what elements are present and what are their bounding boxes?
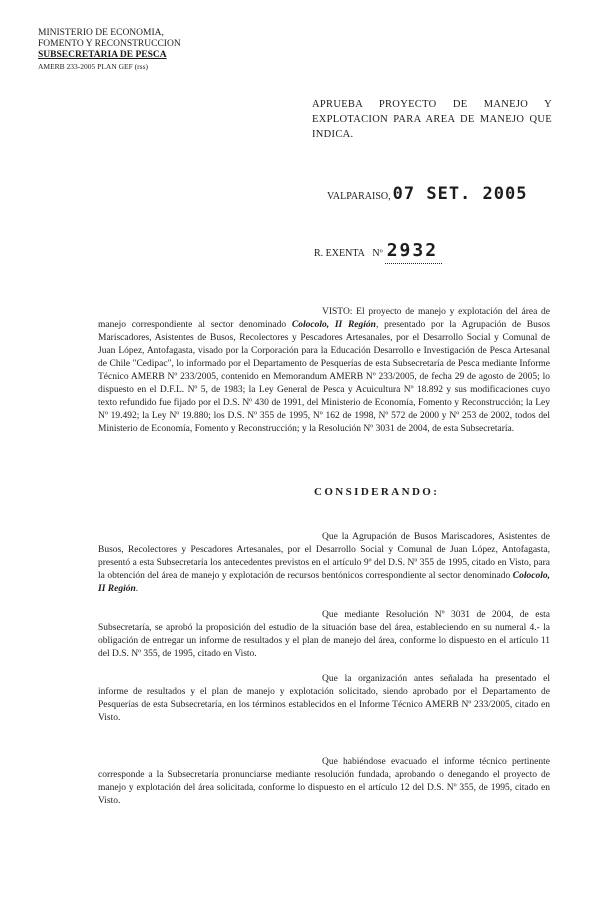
c1-text-end: . <box>135 584 139 594</box>
date-stamp: 07 SET. 2005 <box>392 184 528 204</box>
letterhead-ministry: MINISTERIO DE ECONOMIA, <box>38 28 164 38</box>
date-line <box>327 184 527 204</box>
considerando-4: Que habiéndose evacuado el informe técnico pertinente corresponde a la Subsecretaría pronunciarse mediante resolución fundada, aprobando o denegando el proyecto de manejo y explotación del área solicitada, conforme lo dispuesto en el artículo 12 del D.S. Nº 355, de 1995, citado en Visto. <box>98 757 550 806</box>
considerando-heading: CONSIDERANDO: <box>314 486 440 498</box>
document-subject: APRUEBA PROYECTO DE MANEJO Y EXPLOTACION PARA AREA DE MANEJO QUE INDICA. <box>312 99 552 140</box>
visto-paragraph <box>98 306 550 436</box>
c1-text: Que la Agrupación de Busos Mariscadores, Asistentes de Busos, Recolectores y Pescadores Artesanales, por el Desarrollo Social y Comunal de Juan López, Antofagasta, presentó a esta Subsecretaría los antecedentes previstos en el artículo 9º del D.S. Nº 355 de 1995, citado en Visto, para la obtención del área de manejo y explotación de recursos bentónicos correspondiente al sector denominado <box>98 532 550 581</box>
letterhead <box>38 28 213 72</box>
letterhead-subsecretaria: SUBSECRETARIA DE PESCA <box>38 50 167 60</box>
visto-text-cont: , presentado por la Agrupación de Busos Mariscadores, Asistentes de Busos, Recolectores y Pescadores Artesanales, por el Desarrollo Social y Comunal de Juan López, Antofagasta, visado por la Corporación para la Educación Desarrollo e Investigación de Pesca Artesanal de Chile "Cedipac", lo informado por el Departamento de Pesquerías de esta Subsecretaría de Pesca mediante Informe Técnico AMERB Nº 233/2005, contenido en Memorandum AMERB Nº 233/2005, de fecha 29 de agosto de 2005; lo dispuesto en el D.F.L. Nº 5, de 1983; la Ley General de Pesca y Acuicultura Nº 18.892 y sus modificaciones cuyo texto refundido fue fijado por el D.S. Nº 430 de 1991, del Ministerio de Economía, Fomento y Reconstrucción; la Ley Nº 19.492; la Ley Nº 19.880; los D.S. Nº 355 de 1995, Nº 162 de 1998, Nº 572 de 2000 y Nº 253 de 2002, todos del Ministerio de Economía, Fomento y Reconstrucción; y la Resolución Nº 3031 de 2004, de esta Subsecretaría. <box>98 320 550 434</box>
considerando-1 <box>98 531 550 596</box>
c1-sector: Colocolo, II Región <box>98 571 550 594</box>
resolution-number-label: Nº <box>372 248 383 259</box>
date-place: VALPARAISO, <box>327 191 391 202</box>
letterhead-reference: AMERB 233-2005 PLAN GEF (rss) <box>38 62 149 71</box>
considerando-2: Que mediante Resolución Nº 3031 de 2004, de esta Subsecretaría, se aprobó la proposición del estudio de la situación base del área, estableciendo en su numeral 4.- la obligación de entregar un informe de resultados y el plan de manejo del área, conforme lo dispuesto en el artículo 11 del D.S. Nº 355, de 1995, citado en Visto. <box>98 610 550 659</box>
visto-text: VISTO: El proyecto de manejo y explotación del área de manejo correspondiente al sector denominado <box>98 307 550 330</box>
resolution-number: 2932 <box>386 240 439 261</box>
resolution-number-line <box>314 240 438 261</box>
considerando-3: Que la organización antes señalada ha presentado el informe de resultados y el plan de manejo y explotación solicitado, siendo aprobado por el Departamento de Pesquerías de esta Subsecretaría, en los términos establecidos en el Informe Técnico AMERB Nº 233/2005, citado en Visto. <box>98 674 550 723</box>
resolution-label: R. EXENTA <box>314 248 365 259</box>
visto-sector: Colocolo, II Región <box>291 320 376 330</box>
letterhead-ministry-2: FOMENTO Y RECONSTRUCCION <box>38 39 181 49</box>
